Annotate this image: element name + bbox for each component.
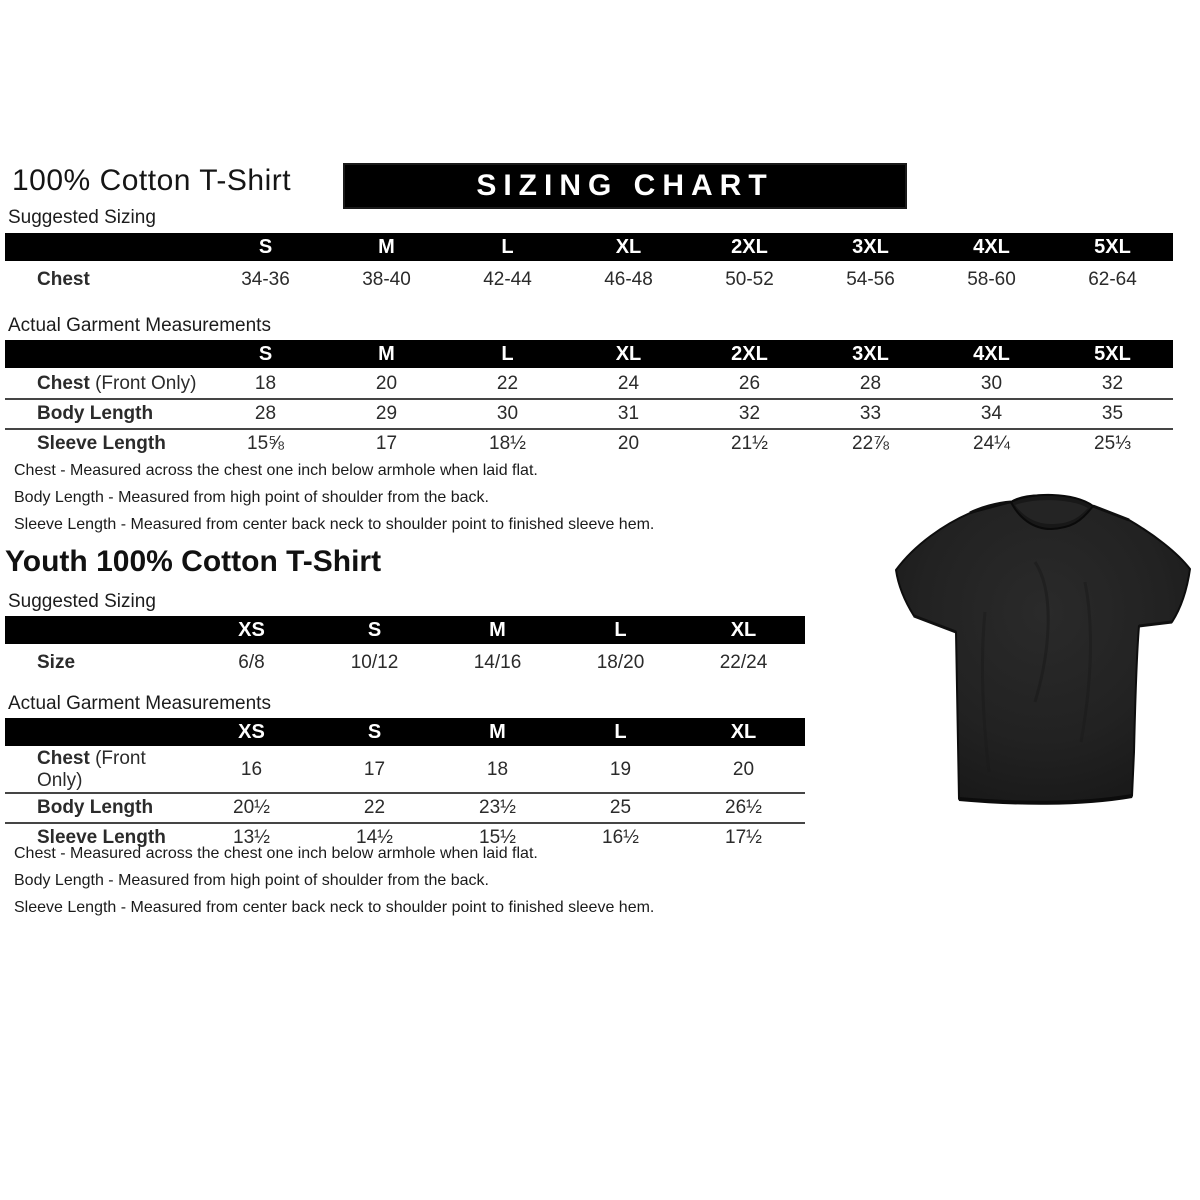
- table-header-row: [5, 616, 805, 645]
- youth-title: Youth 100% Cotton T-Shirt: [5, 545, 382, 578]
- black-tshirt-graphic: [885, 472, 1195, 834]
- cell: 15½: [436, 823, 559, 852]
- note-sleeve-length: Sleeve Length - Measured from center back neck to shoulder point to finished sleeve hem.: [14, 899, 655, 916]
- cell: 20: [326, 369, 447, 399]
- row-label: Body Length: [5, 399, 205, 429]
- column-header: M: [436, 718, 559, 747]
- table-row-chest: [5, 369, 1173, 399]
- column-header: XS: [190, 718, 313, 747]
- cell: 23½: [436, 793, 559, 823]
- cell: 42-44: [447, 262, 568, 296]
- row-label: Sleeve Length: [5, 429, 205, 458]
- column-header: XL: [682, 718, 805, 747]
- cell: 17: [326, 429, 447, 458]
- cell: 28: [205, 399, 326, 429]
- cell: 26½: [682, 793, 805, 823]
- tshirt-image: [885, 472, 1195, 834]
- empty-header-cell: [5, 340, 205, 369]
- youth-measurement-notes: [14, 840, 654, 921]
- adult-suggested-sizing-label: Suggested Sizing: [8, 207, 156, 228]
- column-header: M: [326, 233, 447, 262]
- cell: 18/20: [559, 645, 682, 679]
- column-header: M: [436, 616, 559, 645]
- column-header: XS: [190, 616, 313, 645]
- cell: 30: [447, 399, 568, 429]
- column-header: L: [559, 616, 682, 645]
- table-header-row: [5, 233, 1173, 262]
- column-header: S: [313, 718, 436, 747]
- cell: 20: [568, 429, 689, 458]
- table-row-size: [5, 645, 805, 679]
- page-title: 100% Cotton T-Shirt: [12, 164, 292, 197]
- cell: 38-40: [326, 262, 447, 296]
- cell: 32: [1052, 369, 1173, 399]
- empty-header-cell: [5, 233, 205, 262]
- cell: 6/8: [190, 645, 313, 679]
- column-header: XL: [568, 233, 689, 262]
- sizing-chart-banner: [345, 165, 905, 207]
- column-header: 2XL: [689, 340, 810, 369]
- cell: 16½: [559, 823, 682, 852]
- cell: 32: [689, 399, 810, 429]
- cell: 28: [810, 369, 931, 399]
- column-header: L: [559, 718, 682, 747]
- row-label: Chest: [5, 262, 205, 296]
- cell: 18½: [447, 429, 568, 458]
- cell: 21½: [689, 429, 810, 458]
- cell: 46-48: [568, 262, 689, 296]
- cell: 17½: [682, 823, 805, 852]
- cell: 10/12: [313, 645, 436, 679]
- column-header: XL: [568, 340, 689, 369]
- table-header-row: [5, 340, 1173, 369]
- youth-actual-measurements-label: Actual Garment Measurements: [8, 693, 271, 714]
- row-label: Chest (Front Only): [5, 369, 205, 399]
- adult-actual-measurements-label: Actual Garment Measurements: [8, 315, 271, 336]
- cell: 33: [810, 399, 931, 429]
- column-header: 4XL: [931, 233, 1052, 262]
- cell: 35: [1052, 399, 1173, 429]
- column-header: 5XL: [1052, 340, 1173, 369]
- cell: 25: [559, 793, 682, 823]
- cell: 20: [682, 747, 805, 793]
- cell: 34-36: [205, 262, 326, 296]
- cell: 17: [313, 747, 436, 793]
- note-chest: Chest - Measured across the chest one inch below armhole when laid flat.: [14, 845, 538, 862]
- column-header: S: [313, 616, 436, 645]
- cell: 31: [568, 399, 689, 429]
- cell: 54-56: [810, 262, 931, 296]
- column-header: 3XL: [810, 340, 931, 369]
- cell: 24: [568, 369, 689, 399]
- column-header: S: [205, 233, 326, 262]
- table-row-chest: [5, 747, 805, 793]
- cell: 22: [447, 369, 568, 399]
- column-header: XL: [682, 616, 805, 645]
- cell: 18: [436, 747, 559, 793]
- adult-measurements-table: [5, 340, 1173, 458]
- column-header: L: [447, 340, 568, 369]
- cell: 19: [559, 747, 682, 793]
- cell: 22: [313, 793, 436, 823]
- youth-suggested-table: [5, 616, 805, 679]
- column-header: 2XL: [689, 233, 810, 262]
- cell: 62-64: [1052, 262, 1173, 296]
- column-header: 3XL: [810, 233, 931, 262]
- adult-measurement-notes: [14, 457, 654, 538]
- cell: 26: [689, 369, 810, 399]
- cell: 25⅓: [1052, 429, 1173, 458]
- column-header: 4XL: [931, 340, 1052, 369]
- cell: 18: [205, 369, 326, 399]
- adult-suggested-table: [5, 233, 1173, 296]
- table-row-sleeve-length: [5, 429, 1173, 458]
- table-row-body-length: [5, 399, 1173, 429]
- note-sleeve-length: Sleeve Length - Measured from center back neck to shoulder point to finished sleeve hem.: [14, 516, 655, 533]
- youth-suggested-sizing-label: Suggested Sizing: [8, 591, 156, 612]
- cell: 22/24: [682, 645, 805, 679]
- cell: 29: [326, 399, 447, 429]
- cell: 15⅝: [205, 429, 326, 458]
- cell: 16: [190, 747, 313, 793]
- note-body-length: Body Length - Measured from high point of shoulder from the back.: [14, 489, 489, 506]
- sizing-chart-banner-text: SIZING CHART: [476, 169, 774, 202]
- cell: 14½: [313, 823, 436, 852]
- cell: 13½: [190, 823, 313, 852]
- table-row-body-length: [5, 793, 805, 823]
- table-row: [5, 262, 1173, 296]
- column-header: L: [447, 233, 568, 262]
- cell: 50-52: [689, 262, 810, 296]
- cell: 30: [931, 369, 1052, 399]
- cell: 24¼: [931, 429, 1052, 458]
- table-header-row: [5, 718, 805, 747]
- empty-header-cell: [5, 718, 190, 747]
- column-header: S: [205, 340, 326, 369]
- youth-measurements-table: [5, 718, 805, 852]
- note-body-length: Body Length - Measured from high point of shoulder from the back.: [14, 872, 489, 889]
- cell: 22⅞: [810, 429, 931, 458]
- row-label: Sleeve Length: [5, 823, 190, 852]
- cell: 20½: [190, 793, 313, 823]
- cell: 34: [931, 399, 1052, 429]
- cell: 14/16: [436, 645, 559, 679]
- column-header: 5XL: [1052, 233, 1173, 262]
- row-label: Chest (Front Only): [5, 747, 190, 793]
- column-header: M: [326, 340, 447, 369]
- cell: 58-60: [931, 262, 1052, 296]
- note-chest: Chest - Measured across the chest one inch below armhole when laid flat.: [14, 462, 538, 479]
- empty-header-cell: [5, 616, 190, 645]
- row-label: Size: [5, 645, 190, 679]
- row-label: Body Length: [5, 793, 190, 823]
